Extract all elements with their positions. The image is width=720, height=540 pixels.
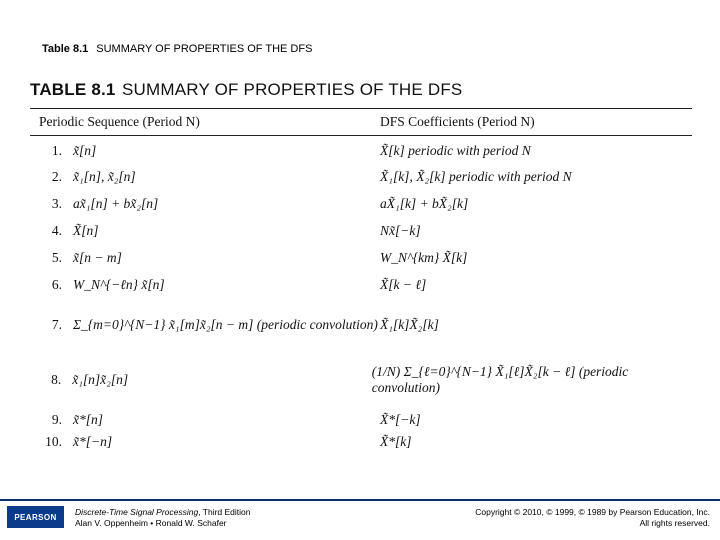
table-row [30, 432, 692, 452]
periodic-sequence-cell: x̃[n] [73, 143, 97, 158]
book-credit [75, 507, 251, 529]
row-number: 5. [51, 250, 62, 265]
dfs-coefficient-cell: X̃[k] periodic with period N [380, 143, 531, 158]
row-number: 2. [51, 169, 62, 184]
row-number: 10. [45, 434, 62, 449]
periodic-sequence-cell: Σ_{m=0}^{N−1} x̃₁[m]x̃₂[n − m] (periodic convolution) [73, 317, 378, 332]
periodic-sequence-cell: x̃₁[n], x̃₂[n] [73, 169, 136, 184]
dfs-coefficient-cell: X̃₁[k], X̃₂[k] periodic with period N [380, 169, 572, 184]
table-number: TABLE 8.1 [30, 80, 116, 99]
book-authors: Alan V. Oppenheim • Ronald W. Schafer [75, 518, 227, 528]
row-number: 8. [51, 372, 62, 387]
periodic-sequence-cell: W_N^{−ℓn} x̃[n] [73, 277, 165, 292]
periodic-sequence-cell: x̃*[−n] [73, 434, 113, 449]
row-number: 7. [51, 317, 62, 332]
row-number: 3. [51, 196, 62, 211]
periodic-sequence-cell: x̃₁[n]x̃₂[n] [72, 372, 129, 387]
table-header-row [30, 109, 692, 135]
column-header-sequence: Periodic Sequence (Period N) [39, 114, 200, 129]
dfs-coefficient-cell: W_N^{km} X̃[k] [380, 250, 468, 265]
table-row [30, 247, 692, 269]
dfs-coefficient-cell: aX̃₁[k] + bX̃₂[k] [380, 196, 469, 211]
row-number: 6. [51, 277, 62, 292]
table-row [30, 302, 692, 348]
footer-rule [0, 499, 720, 501]
table-row [30, 166, 692, 188]
book-edition: , Third Edition [198, 507, 251, 517]
periodic-sequence-cell: ax̃₁[n] + bx̃₂[n] [73, 196, 159, 211]
table-heading [30, 80, 692, 102]
dfs-coefficient-cell: X̃₁[k]X̃₂[k] [380, 317, 439, 332]
slide-title-prefix: Table 8.1 [42, 43, 89, 55]
table-row [30, 220, 692, 242]
copyright-notice [475, 507, 710, 529]
periodic-sequence-cell: X̃[n] [73, 223, 99, 238]
table-row [30, 140, 692, 162]
table-row [30, 357, 692, 403]
periodic-sequence-cell: x̃[n − m] [73, 250, 122, 265]
slide-footer [0, 499, 720, 540]
dfs-coefficient-cell: Nx̃[−k] [380, 223, 421, 238]
properties-table [30, 80, 692, 454]
slide-title-text: SUMMARY OF PROPERTIES OF THE DFS [96, 43, 313, 55]
periodic-sequence-cell: x̃*[n] [73, 412, 103, 427]
pearson-logo: PEARSON [7, 506, 64, 528]
dfs-coefficient-cell: (1/N) Σ_{ℓ=0}^{N−1} X̃₁[ℓ]X̃₂[k − ℓ] (periodic convolution) [371, 364, 629, 395]
table-title: SUMMARY OF PROPERTIES OF THE DFS [122, 80, 463, 99]
column-header-dfs: DFS Coefficients (Period N) [380, 114, 535, 129]
slide-title [42, 43, 312, 55]
row-number: 4. [51, 223, 62, 238]
row-number: 9. [51, 412, 62, 427]
row-number: 1. [51, 143, 62, 158]
dfs-coefficient-cell: X̃*[−k] [380, 412, 421, 427]
table-row [30, 410, 692, 430]
copyright-line: Copyright © 2010, © 1999, © 1989 by Pearson Education, Inc. [475, 507, 710, 517]
dfs-coefficient-cell: X̃[k − ℓ] [380, 277, 427, 292]
table-row [30, 193, 692, 215]
dfs-coefficient-cell: X̃*[k] [380, 434, 412, 449]
table-row [30, 274, 692, 296]
book-title: Discrete-Time Signal Processing [75, 507, 199, 517]
rights-line: All rights reserved. [639, 518, 710, 528]
table-body [30, 136, 692, 454]
